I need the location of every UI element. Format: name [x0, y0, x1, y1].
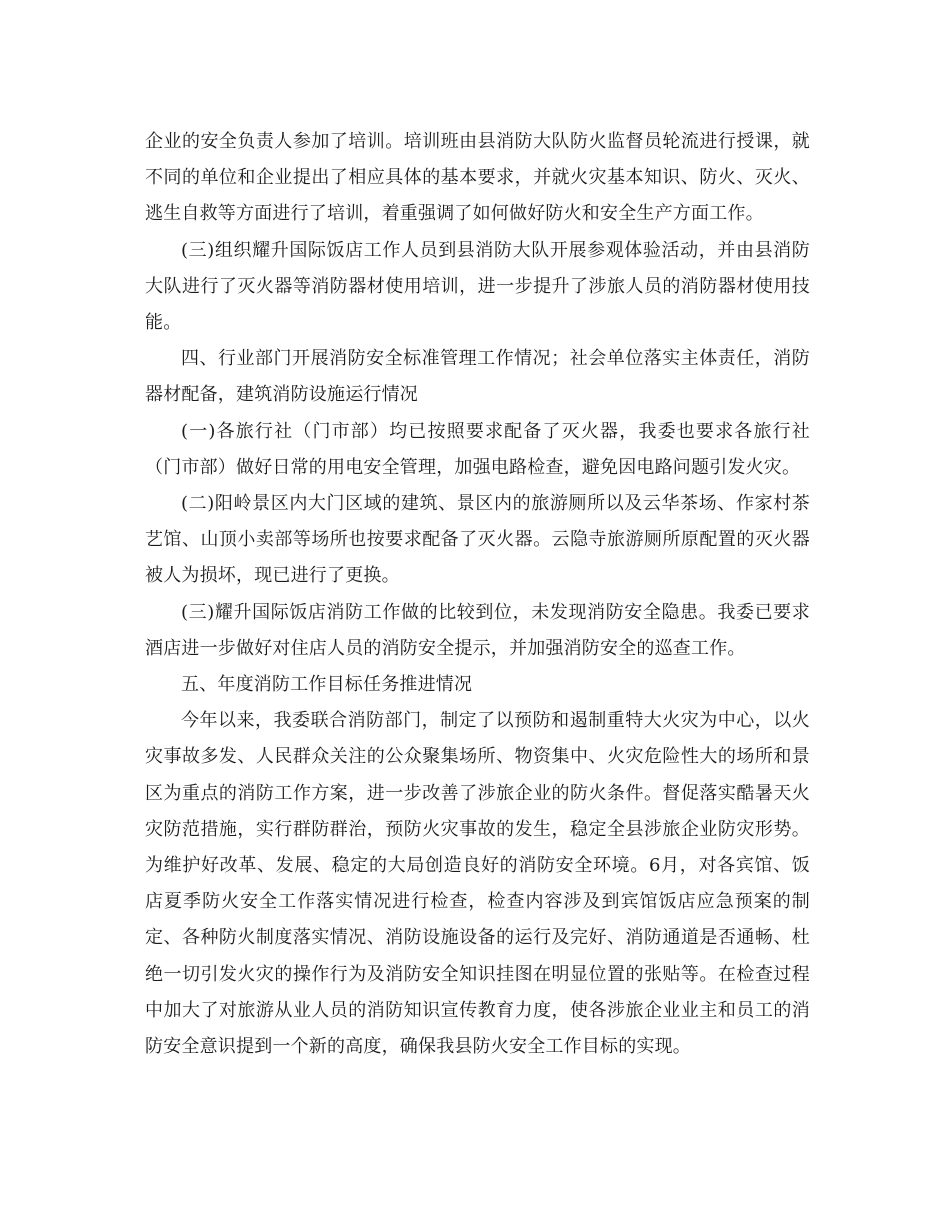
paragraph-hotel-safety: (三)耀升国际饭店消防工作做的比较到位，未发现消防安全隐患。我委已要求酒店进一步做好对住店人员的消防安全提示，并加强消防安全的巡查工作。: [145, 601, 810, 659]
paragraph-training-continued: 企业的安全负责人参加了培训。培训班由县消防大队防火监督员轮流进行授课，就不同的单位和企业提出了相应具体的基本要求，并就火灾基本知识、防火、灭火、逃生自救等方面进行了培训，着重强调了如何做好防火和安全生产方面工作。: [145, 131, 810, 225]
section-heading-four: 四、行业部门开展消防安全标准管理工作情况；社会单位落实主体责任，消防器材配备，建筑消防设施运行情况: [145, 348, 810, 406]
section-heading-five: 五、年度消防工作目标任务推进情况: [181, 674, 473, 696]
paragraph-travel-agencies: (一)各旅行社（门市部）均已按照要求配备了灭火器，我委也要求各旅行社（门市部）做好日常的用电安全管理，加强电路检查，避免因电路问题引发火灾。: [145, 420, 810, 478]
paragraph-annual-progress: 今年以来，我委联合消防部门，制定了以预防和遏制重特大火灾为中心，以火灾事故多发、人民群众关注的公众聚集场所、物资集中、火灾危险性大的场所和景区为重点的消防工作方案，进一步改善了涉旅企业的防火条件。督促落实酷暑天火灾防范措施，实行群防群治，预防火灾事故的发生，稳定全县涉旅企业防灾形势。为维护好改革、发展、稳定的大局创造良好的消防安全环境。6月，对各宾馆、饭店夏季防火安全工作落实情况进行检查，检查内容涉及到宾馆饭店应急预案的制定、各种防火制度落实情况、消防设施设备的运行及完好、消防通道是否通畅、杜绝一切引发火灾的操作行为及消防安全知识挂图在明显位置的张贴等。在检查过程中加大了对旅游从业人员的消防知识宣传教育力度，使各涉旅企业业主和员工的消防安全意识提到一个新的高度，确保我县防火安全工作目标的实现。: [145, 710, 810, 1058]
document-body: [145, 124, 810, 1065]
paragraph-scenic-area: (二)阳岭景区内大门区域的建筑、景区内的旅游厕所以及云华茶场、作家村茶艺馆、山顶小卖部等场所也按要求配备了灭火器。云隐寺旅游厕所原配置的灭火器被人为损坏，现已进行了更换。: [145, 493, 810, 587]
paragraph-hotel-visit: (三)组织耀升国际饭店工作人员到县消防大队开展参观体验活动，并由县消防大队进行了灭火器等消防器材使用培训，进一步提升了涉旅人员的消防器材使用技能。: [145, 239, 810, 334]
